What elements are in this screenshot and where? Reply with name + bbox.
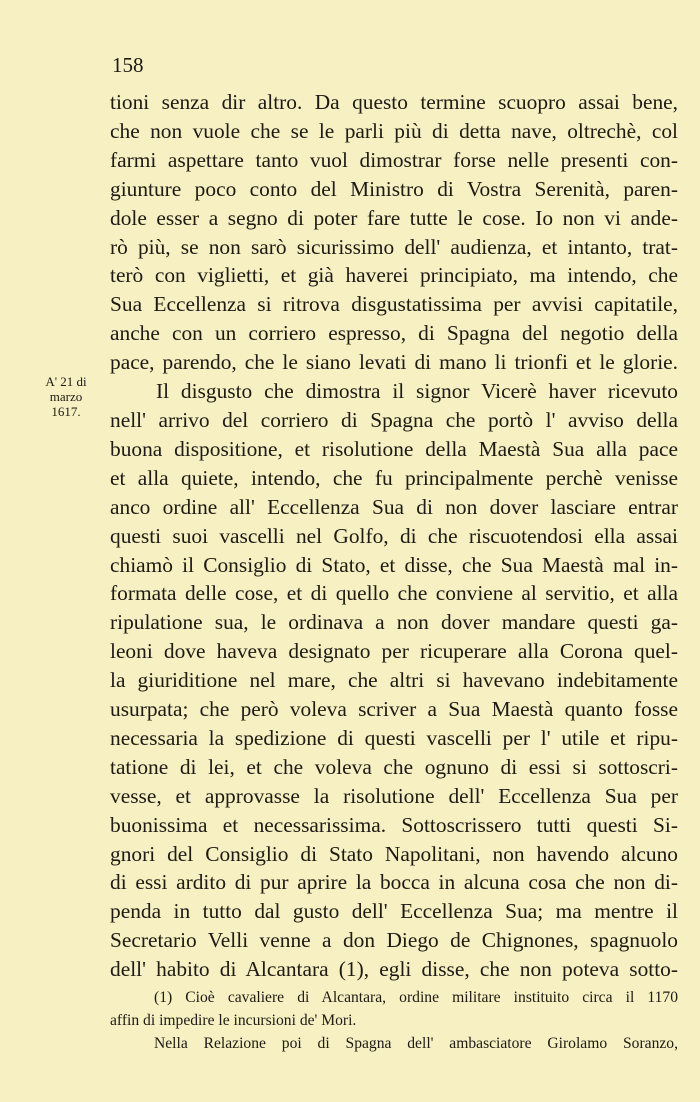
text-line: Secretario Velli venne a don Diego de Chignones, spagnuolo [110, 928, 678, 953]
text-line: necessaria la spedizione di questi vascelli per l' utile et ripu- [110, 725, 678, 750]
text-line: la giuriditione nel mare, che altri si havevano indebitamente [110, 668, 678, 693]
text-line: ripulatione sua, le ordinava a non dover mandare questi ga- [110, 610, 678, 635]
text-line: gnori del Consiglio di Stato Napolitani, non havendo alcuno [110, 841, 678, 866]
text-line: tioni senza dir altro. Da questo termine scuopro assai bene, [110, 90, 678, 114]
footnote-line: Nella Relazione poi di Spagna dell' ambasciatore Girolamo Soranzo, [154, 1035, 678, 1052]
margin-date-note [34, 374, 98, 419]
text-line: tatione di lei, et che voleva che ognuno di essi si sottoscri- [110, 754, 678, 779]
text-line: nell' arrivo del corriero di Spagna che portò l' avviso della [110, 407, 678, 432]
text-line: buona dispositione, et risolutione della Maestà Sua alla pace [110, 436, 678, 461]
text-line: Il disgusto che dimostra il signor Vicerè haver ricevuto [156, 379, 678, 404]
text-line: dole esser a segno di poter fare tutte le cose. Io non vi ande- [110, 205, 678, 230]
text-line: et alla quiete, intendo, che fu principalmente perchè venisse [110, 465, 678, 490]
text-line: leoni dove haveva designato per ricuperare alla Corona quel- [110, 639, 678, 664]
text-line: usurpata; che però voleva scriver a Sua Maestà quanto fosse [110, 697, 678, 722]
text-line: buonissima et necessarissima. Sottoscrissero tutti questi Si- [110, 812, 678, 837]
margin-note-line: 1617. [51, 404, 81, 419]
text-line: terò con viglietti, et già haverei principiato, ma intendo, che [110, 263, 678, 288]
text-line: penda in tutto dal gusto dell' Eccellenza Sua; ma mentre il [110, 899, 678, 924]
text-line: formata delle cose, et di quello che conviene al servitio, et alla [110, 581, 678, 606]
footnote-line: affin di impedire le incursioni de' Mori. [110, 1012, 357, 1029]
footnotes [110, 986, 678, 1055]
text-line: Sua Eccellenza si ritrova disgustatissima per avvisi capitatile, [110, 292, 678, 317]
footnote-line: (1) Cioè cavaliere di Alcantara, ordine militare instituito circa il 1170 [154, 989, 678, 1006]
text-line: di essi ardito di pur aprire la bocca in alcuna cosa che non di- [110, 870, 678, 895]
text-line: farmi aspettare tanto vuol dimostrar forse nelle presenti con- [110, 147, 678, 172]
margin-note-line: A' 21 di [45, 374, 87, 389]
text-line: vesse, et approvasse la risolutione dell' Eccellenza Sua per [110, 783, 678, 808]
text-line: che non vuole che se le parli più di detta nave, oltrechè, col [110, 118, 678, 143]
text-line: chiamò il Consiglio di Stato, et disse, che Sua Maestà mal in- [110, 552, 678, 577]
text-line: rò più, se non sarò sicurissimo dell' audienza, et intanto, trat- [110, 234, 678, 259]
text-line: dell' habito di Alcantara (1), egli disse, che non poteva sotto- [110, 957, 678, 982]
page-number: 158 [112, 53, 144, 77]
margin-note-line: marzo [49, 389, 83, 404]
main-text [110, 88, 678, 984]
text-line: anco ordine all' Eccellenza Sua di non dover lasciare entrar [110, 494, 678, 519]
text-line: anche con un corriero espresso, di Spagna del negotio della [110, 321, 678, 346]
text-line: questi suoi vascelli nel Golfo, di che riscuotendosi ella assai [110, 523, 678, 548]
text-line: pace, parendo, che le siano levati di mano li trionfi et le glorie. [110, 350, 678, 375]
text-line: giunture poco conto del Ministro di Vostra Serenità, paren- [110, 176, 678, 201]
